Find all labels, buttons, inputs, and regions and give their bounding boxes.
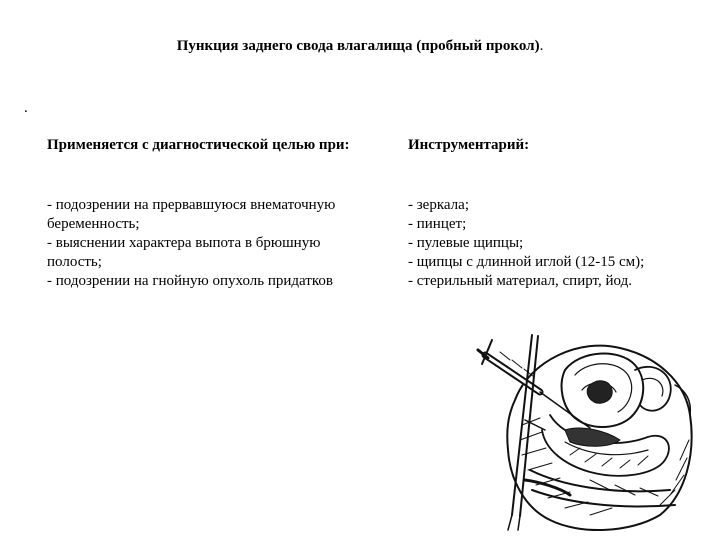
title-text: Пункция заднего свода влагалища (пробный прокол) (176, 38, 540, 54)
indications-column (47, 136, 377, 291)
list-item: - пинцет; (408, 216, 467, 232)
list-item: - подозрении на гнойную опухоль придатков (47, 273, 333, 289)
indications-heading: Применяется с диагностической целью при: (47, 137, 350, 153)
list-item: - пулевые щипцы; (408, 235, 524, 251)
page-title (0, 38, 720, 55)
list-item: - подозрении на прервавшуюся внематочную беременность; (47, 197, 336, 232)
stray-dot: . (24, 100, 28, 116)
list-item: - щипцы с длинной иглой (12-15 см); (408, 254, 645, 270)
anatomical-puncture-illustration-icon (470, 330, 705, 535)
instruments-column (408, 136, 708, 291)
instruments-heading: Инструментарий: (408, 137, 530, 153)
indications-list (47, 196, 377, 291)
instruments-list (408, 196, 708, 291)
title-period: . (539, 38, 544, 54)
list-item: - выяснении характера выпота в брюшную полость; (47, 235, 321, 270)
list-item: - зеркала; (408, 197, 469, 213)
list-item: - стерильный материал, спирт, йод. (408, 273, 632, 289)
